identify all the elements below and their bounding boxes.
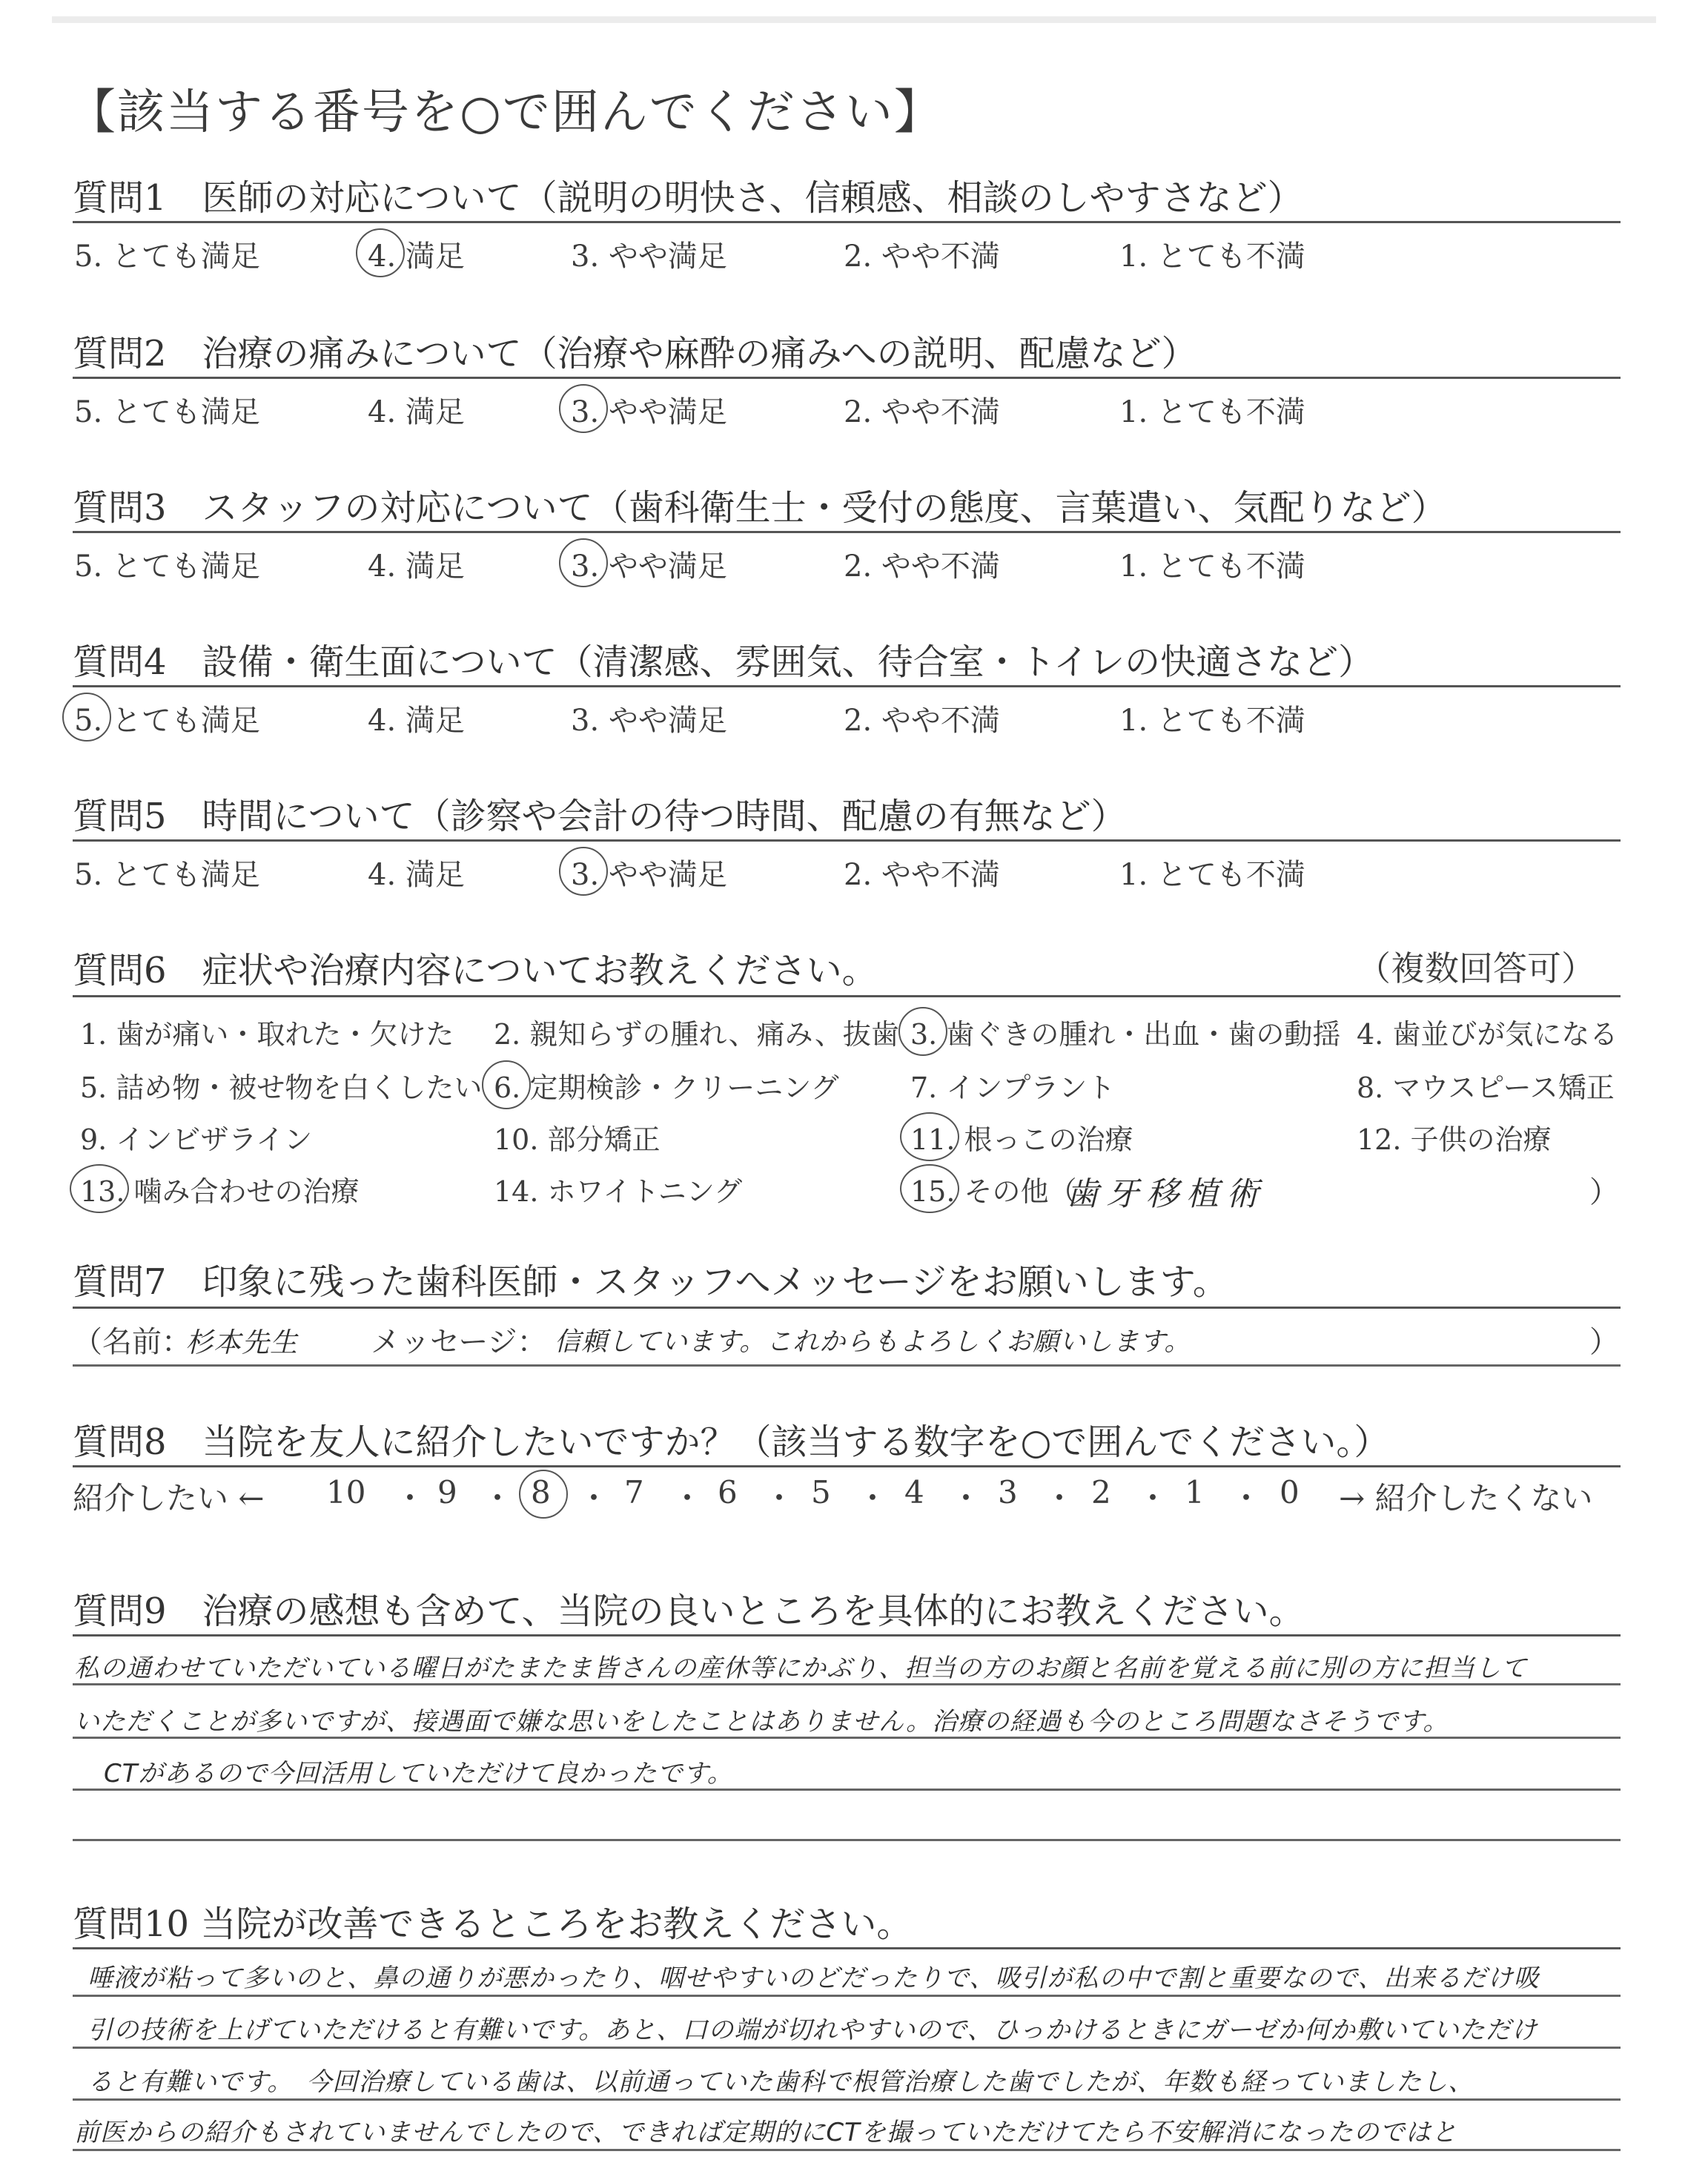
q9-answer-rule [73, 1839, 1621, 1841]
q8-scale-sep: ・ [950, 1480, 982, 1516]
selection-circle-icon: 3. やや満足 [571, 389, 727, 431]
q5-option-2[interactable]: 2. やや不満 [844, 858, 1000, 892]
q8-scale-sep: ・ [1231, 1480, 1262, 1516]
q8-scale-7[interactable]: 7 [624, 1474, 644, 1510]
question-7-label: 質問7 印象に残った歯科医師・スタッフへメッセージをお願いします。 [73, 1261, 1228, 1303]
q8-scale-5[interactable]: 5 [811, 1474, 831, 1510]
q3-option-5[interactable]: 5. とても満足 [74, 549, 260, 584]
q8-scale-8-selected[interactable] [531, 1474, 551, 1510]
q4-option-5-selected[interactable] [74, 697, 260, 739]
q5-option-5[interactable]: 5. とても満足 [74, 858, 260, 892]
q5-option-4[interactable]: 4. 満足 [368, 858, 465, 892]
q2-option-1[interactable]: 1. とても不満 [1119, 395, 1305, 429]
q4-option-1[interactable]: 1. とても不満 [1119, 704, 1305, 738]
q9-answer-rule [73, 1737, 1621, 1739]
question-7-rule [73, 1307, 1621, 1309]
q4-option-4[interactable]: 4. 満足 [368, 704, 465, 738]
q9-answer-line-1: 私の通わせていただいている曜日がたまたま皆さんの産休等にかぶり、担当の方のお顔と名前を覚える前に別の方に担当して [74, 1654, 1527, 1683]
q2-option-2[interactable]: 2. やや不満 [844, 395, 1000, 429]
question-10-rule [73, 1947, 1621, 1949]
selection-circle-icon: 3. やや満足 [571, 543, 727, 585]
q8-scale-6[interactable]: 6 [718, 1474, 738, 1510]
q1-option-2[interactable]: 2. やや不満 [844, 240, 1000, 274]
question-9-label: 質問9 治療の感想も含めて、当院の良いところを具体的にお教えください。 [73, 1591, 1305, 1632]
q8-scale-1[interactable]: 1 [1185, 1474, 1205, 1510]
q3-option-3-selected[interactable] [571, 543, 727, 585]
q8-scale-sep: ・ [1137, 1480, 1169, 1516]
q6-item-3-selected[interactable] [910, 1011, 1340, 1052]
q6-item-15-selected[interactable] [910, 1169, 1077, 1209]
q7-answer-rule [73, 1364, 1621, 1367]
q6-item-8[interactable]: 8. マウスピース矯正 [1357, 1071, 1615, 1104]
q8-scale-sep: ・ [1044, 1480, 1076, 1516]
q9-answer-line-3: CTがあるので今回活用していただけて良かったです。 [104, 1759, 733, 1789]
q6-item-14[interactable]: 14. ホワイトニング [494, 1175, 743, 1208]
q2-option-3-selected[interactable] [571, 389, 727, 431]
q10-answer-rule [73, 2047, 1621, 2049]
q8-left-label: 紹介したい ← [73, 1480, 265, 1516]
question-4-rule [73, 685, 1621, 687]
q6-other-close-paren: ） [1589, 1175, 1619, 1209]
q6-item-5[interactable]: 5. 詰め物・被せ物を白くしたい [80, 1071, 483, 1104]
q6-item-1[interactable]: 1. 歯が痛い・取れた・欠けた [80, 1018, 454, 1051]
q6-item-12[interactable]: 12. 子供の治療 [1357, 1123, 1552, 1156]
q2-option-4[interactable]: 4. 満足 [368, 395, 465, 429]
selection-circle-icon: 6. 定期検診・クリーニング [494, 1065, 839, 1106]
question-5-label: 質問5 時間について（診察や会計の待つ時間、配慮の有無など） [73, 796, 1127, 837]
page-title: 【該当する番号を○で囲んでください】 [68, 85, 943, 140]
q10-answer-rule [73, 2149, 1621, 2151]
q9-answer-rule [73, 1789, 1621, 1791]
q10-answer-line-2: 引の技術を上げていただけると有難いです。あと、口の端が切れやすいので、ひっかけるときにガーゼか何か敷いていただけ [87, 2015, 1537, 2045]
q8-scale-2[interactable]: 2 [1091, 1474, 1111, 1510]
q1-option-1[interactable]: 1. とても不満 [1119, 240, 1305, 274]
question-1-label: 質問1 医師の対応について（説明の明快さ、信頼感、相談のしやすさなど） [73, 177, 1303, 219]
selection-circle-icon: 8 [531, 1474, 551, 1510]
scan-edge [52, 16, 1656, 23]
q1-option-3[interactable]: 3. やや満足 [571, 240, 727, 274]
selection-circle-icon: 5. とても満足 [74, 697, 260, 739]
q10-answer-rule [73, 2098, 1621, 2101]
q6-item-4[interactable]: 4. 歯並びが気になる [1357, 1018, 1618, 1051]
selection-circle-icon: 13. 噛み合わせの治療 [80, 1169, 360, 1209]
q4-option-3[interactable]: 3. やや満足 [571, 704, 727, 738]
question-6-rule [73, 995, 1621, 997]
q9-answer-line-2: いただくことが多いですが、接遇面で嫌な思いをしたことはありません。治療の経過も今のところ問題なさそうです。 [74, 1707, 1449, 1737]
question-3-rule [73, 531, 1621, 533]
q8-scale-4[interactable]: 4 [904, 1474, 924, 1510]
question-4-label: 質問4 設備・衛生面について（清潔感、雰囲気、待合室・トイレの快適さなど） [73, 641, 1374, 683]
q1-option-5[interactable]: 5. とても満足 [74, 240, 260, 274]
q8-scale-3[interactable]: 3 [998, 1474, 1018, 1510]
q8-scale-sep: ・ [482, 1480, 514, 1516]
selection-circle-icon: 15. その他（ [910, 1169, 1077, 1209]
q6-item-10[interactable]: 10. 部分矯正 [494, 1123, 661, 1156]
question-10-label: 質問10 当院が改善できるところをお教えください。 [73, 1903, 913, 1945]
q6-item-6-selected[interactable] [494, 1065, 839, 1106]
q5-option-3-selected[interactable] [571, 851, 727, 894]
q10-answer-line-1: 唾液が粘って多いのと、鼻の通りが悪かったり、咽せやすいのどだったりで、吸引が私の中で割と重要なので、出来るだけ吸 [87, 1964, 1540, 1993]
question-5-rule [73, 839, 1621, 842]
question-3-label: 質問3 スタッフの対応について（歯科衛生士・受付の態度、言葉遣い、気配りなど） [73, 487, 1447, 529]
q7-name-handwritten: 杉本先生 [185, 1327, 298, 1358]
q10-answer-line-3: ると有難いです。 今回治療している歯は、以前通っていた歯科で根管治療した歯でしたが、年数も経っていましたし、 [87, 2067, 1474, 2097]
selection-circle-icon: 3. やや満足 [571, 851, 727, 894]
question-9-rule [73, 1634, 1621, 1636]
question-1-rule [73, 221, 1621, 223]
q8-scale-sep: ・ [764, 1480, 795, 1516]
question-8-label: 質問8 当院を友人に紹介したいですか？（該当する数字を○で囲んでください。） [73, 1421, 1390, 1463]
selection-circle-icon: 11. 根っこの治療 [910, 1117, 1133, 1157]
q8-scale-10[interactable]: 10 [326, 1474, 366, 1510]
q2-option-5[interactable]: 5. とても満足 [74, 395, 260, 429]
q10-answer-rule [73, 1995, 1621, 1997]
q8-scale-0[interactable]: 0 [1280, 1474, 1300, 1510]
selection-circle-icon: 4. 満足 [368, 233, 465, 275]
selection-circle-icon: 3. 歯ぐきの腫れ・出血・歯の動揺 [910, 1011, 1340, 1052]
q10-answer-line-4: 前医からの紹介もされていませんでしたので、できれば定期的にCTを撮っていただけてたら不安解消になったのではと [74, 2118, 1457, 2147]
q8-scale-sep: ・ [857, 1480, 889, 1516]
q9-answer-rule [73, 1683, 1621, 1685]
q3-option-4[interactable]: 4. 満足 [368, 549, 465, 584]
q3-option-2[interactable]: 2. やや不満 [844, 549, 1000, 584]
q6-item-2[interactable]: 2. 親知らずの腫れ、痛み、抜歯 [494, 1018, 899, 1051]
q7-message-handwritten: 信頼しています。これからもよろしくお願いします。 [555, 1327, 1191, 1357]
q8-scale-sep: ・ [672, 1480, 704, 1516]
multiple-answer-note: （複数回答可） [1357, 948, 1595, 988]
q8-scale-sep: ・ [394, 1480, 426, 1516]
q7-close-paren: ） [1589, 1325, 1619, 1359]
q6-item-9[interactable]: 9. インビザライン [80, 1123, 313, 1156]
q3-option-1[interactable]: 1. とても不満 [1119, 549, 1305, 584]
q1-option-4-selected[interactable] [368, 233, 465, 275]
question-6-label: 質問6 症状や治療内容についてお教えください。 [73, 950, 878, 991]
q7-name-label: （名前： [73, 1325, 191, 1359]
q4-option-2[interactable]: 2. やや不満 [844, 704, 1000, 738]
q6-item-11-selected[interactable] [910, 1117, 1133, 1157]
q8-right-label: → 紹介したくない [1339, 1480, 1593, 1516]
q5-option-1[interactable]: 1. とても不満 [1119, 858, 1305, 892]
q6-item-13-selected[interactable] [80, 1169, 360, 1209]
q7-message-label: メッセージ： [371, 1325, 547, 1359]
q6-item-7[interactable]: 7. インプラント [910, 1071, 1116, 1104]
q6-other-handwritten: 歯牙移植術 [1066, 1175, 1266, 1213]
question-2-rule [73, 377, 1621, 379]
q8-scale-sep: ・ [578, 1480, 610, 1516]
question-2-label: 質問2 治療の痛みについて（治療や麻酔の痛みへの説明、配慮など） [73, 333, 1197, 374]
q8-scale-9[interactable]: 9 [437, 1474, 457, 1510]
question-8-rule [73, 1465, 1621, 1467]
